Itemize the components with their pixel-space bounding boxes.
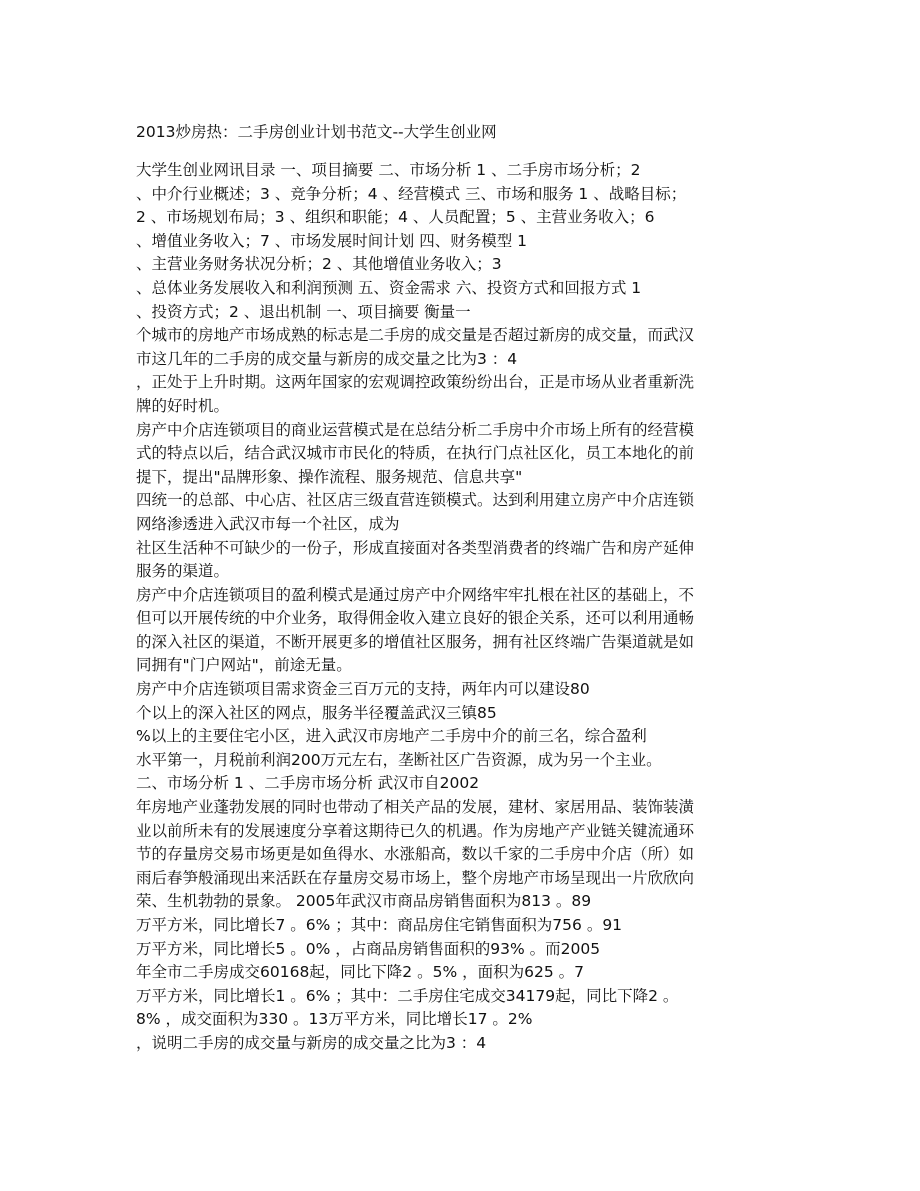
- body-line: 水平第一，月税前利润200万元左右，垄断社区广告资源，成为另一个主业。: [136, 750, 662, 769]
- body-line: 牌的好时机。: [136, 396, 230, 415]
- body-line: 万平方米，同比增长5 。0% ，占商品房销售面积的93% 。而2005: [136, 939, 601, 958]
- body-line: 四统一的总部、中心店、社区店三级直营连锁模式。达到利用建立房产中介店连锁: [136, 491, 695, 510]
- body-line: 2 、市场规划布局；3 、组织和职能；4 、人员配置；5 、主营业务收入；6: [136, 208, 655, 227]
- document-body: [136, 159, 796, 1056]
- body-line: 的深入社区的渠道，不断开展更多的增值社区服务，拥有社区终端广告渠道就是如: [136, 632, 695, 651]
- body-line: 、主营业务财务状况分析；2 、其他增值业务收入；3: [136, 255, 502, 274]
- body-line: 业以前所未有的发展速度分享着这期待已久的机遇。作为房地产产业链关键流通环: [136, 821, 695, 840]
- body-line: 市这几年的二手房的成交量与新房的成交量之比为3 ：4: [136, 349, 518, 368]
- body-line: 荣、生机勃勃的景象。 2005年武汉市商品房销售面积为813 。89: [136, 892, 592, 911]
- body-line: 二、市场分析 1 、二手房市场分析 武汉市自2002: [136, 774, 480, 793]
- body-line: 万平方米，同比增长7 。6% ；其中：商品房住宅销售面积为756 。91: [136, 916, 623, 934]
- body-line: 提下，提出"品牌形象、操作流程、服务规范、信息共享": [136, 467, 523, 486]
- body-line: ，正处于上升时期。这两年国家的宏观调控政策纷纷出台，正是市场从业者重新洗: [136, 373, 695, 392]
- body-line: ，说明二手房的成交量与新房的成交量之比为3 ：4: [136, 1033, 487, 1052]
- body-line: 同拥有"门户网站"，前途无量。: [136, 656, 352, 675]
- body-line: 节的存量房交易市场更是如鱼得水、水涨船高，数以千家的二手房中介店（所）如: [136, 845, 695, 864]
- body-line: 式的特点以后，结合武汉城市市民化的特质，在执行门点社区化，员工本地化的前: [136, 444, 695, 463]
- body-line: 房产中介店连锁项目需求资金三百万元的支持，两年内可以建设80: [136, 680, 590, 699]
- body-line: 、总体业务发展收入和利润预测 五、资金需求 六、投资方式和回报方式 1: [136, 278, 642, 297]
- body-line: 8% ，成交面积为330 。13万平方米，同比增长17 。2%: [136, 1010, 533, 1029]
- body-line: %以上的主要住宅小区，进入武汉市房地产二手房中介的前三名，综合盈利: [136, 727, 647, 746]
- body-line: 、增值业务收入；7 、市场发展时间计划 四、财务模型 1: [136, 231, 528, 250]
- body-line: 房产中介店连锁项目的商业运营模式是在总结分析二手房中介市场上所有的经营模: [136, 420, 695, 439]
- body-line: 、中介行业概述；3 、竞争分析；4 、经营模式 三、市场和服务 1 、战略目标；: [136, 184, 687, 203]
- document-title: 2013炒房热：二手房创业计划书范文--大学生创业网: [136, 123, 497, 141]
- body-line: 个城市的房地产市场成熟的标志是二手房的成交量是否超过新房的成交量，而武汉: [136, 326, 695, 345]
- body-line: 个以上的深入社区的网点，服务半径覆盖武汉三镇85: [136, 703, 497, 722]
- body-line: 服务的渠道。: [136, 562, 230, 581]
- body-line: 雨后春笋般涌现出来活跃在存量房交易市场上，整个房地产市场呈现出一片欣欣向: [136, 868, 695, 887]
- body-line: 网络渗透进入武汉市每一个社区，成为: [136, 514, 400, 533]
- body-line: 年全市二手房成交60168起，同比下降2 。5% ，面积为625 。7: [136, 963, 584, 982]
- body-line: 大学生创业网讯目录 一、项目摘要 二、市场分析 1 、二手房市场分析；2: [136, 161, 641, 179]
- body-line: 但可以开展传统的中介业务，取得佣金收入建立良好的银企关系，还可以利用通畅: [136, 609, 695, 628]
- body-line: 社区生活种不可缺少的一份子，形成直接面对各类型消费者的终端广告和房产延伸: [136, 538, 695, 557]
- body-line: 万平方米，同比增长1 。6% ；其中：二手房住宅成交34179起，同比下降2 。: [136, 986, 679, 1005]
- body-line: 房产中介店连锁项目的盈利模式是通过房产中介网络牢牢扎根在社区的基础上，不: [136, 585, 695, 604]
- body-line: 年房地产业蓬勃发展的同时也带动了相关产品的发展，建材、家居用品、装饰装潢: [136, 798, 695, 817]
- body-line: 、投资方式；2 、退出机制 一、项目摘要 衡量一: [136, 302, 471, 321]
